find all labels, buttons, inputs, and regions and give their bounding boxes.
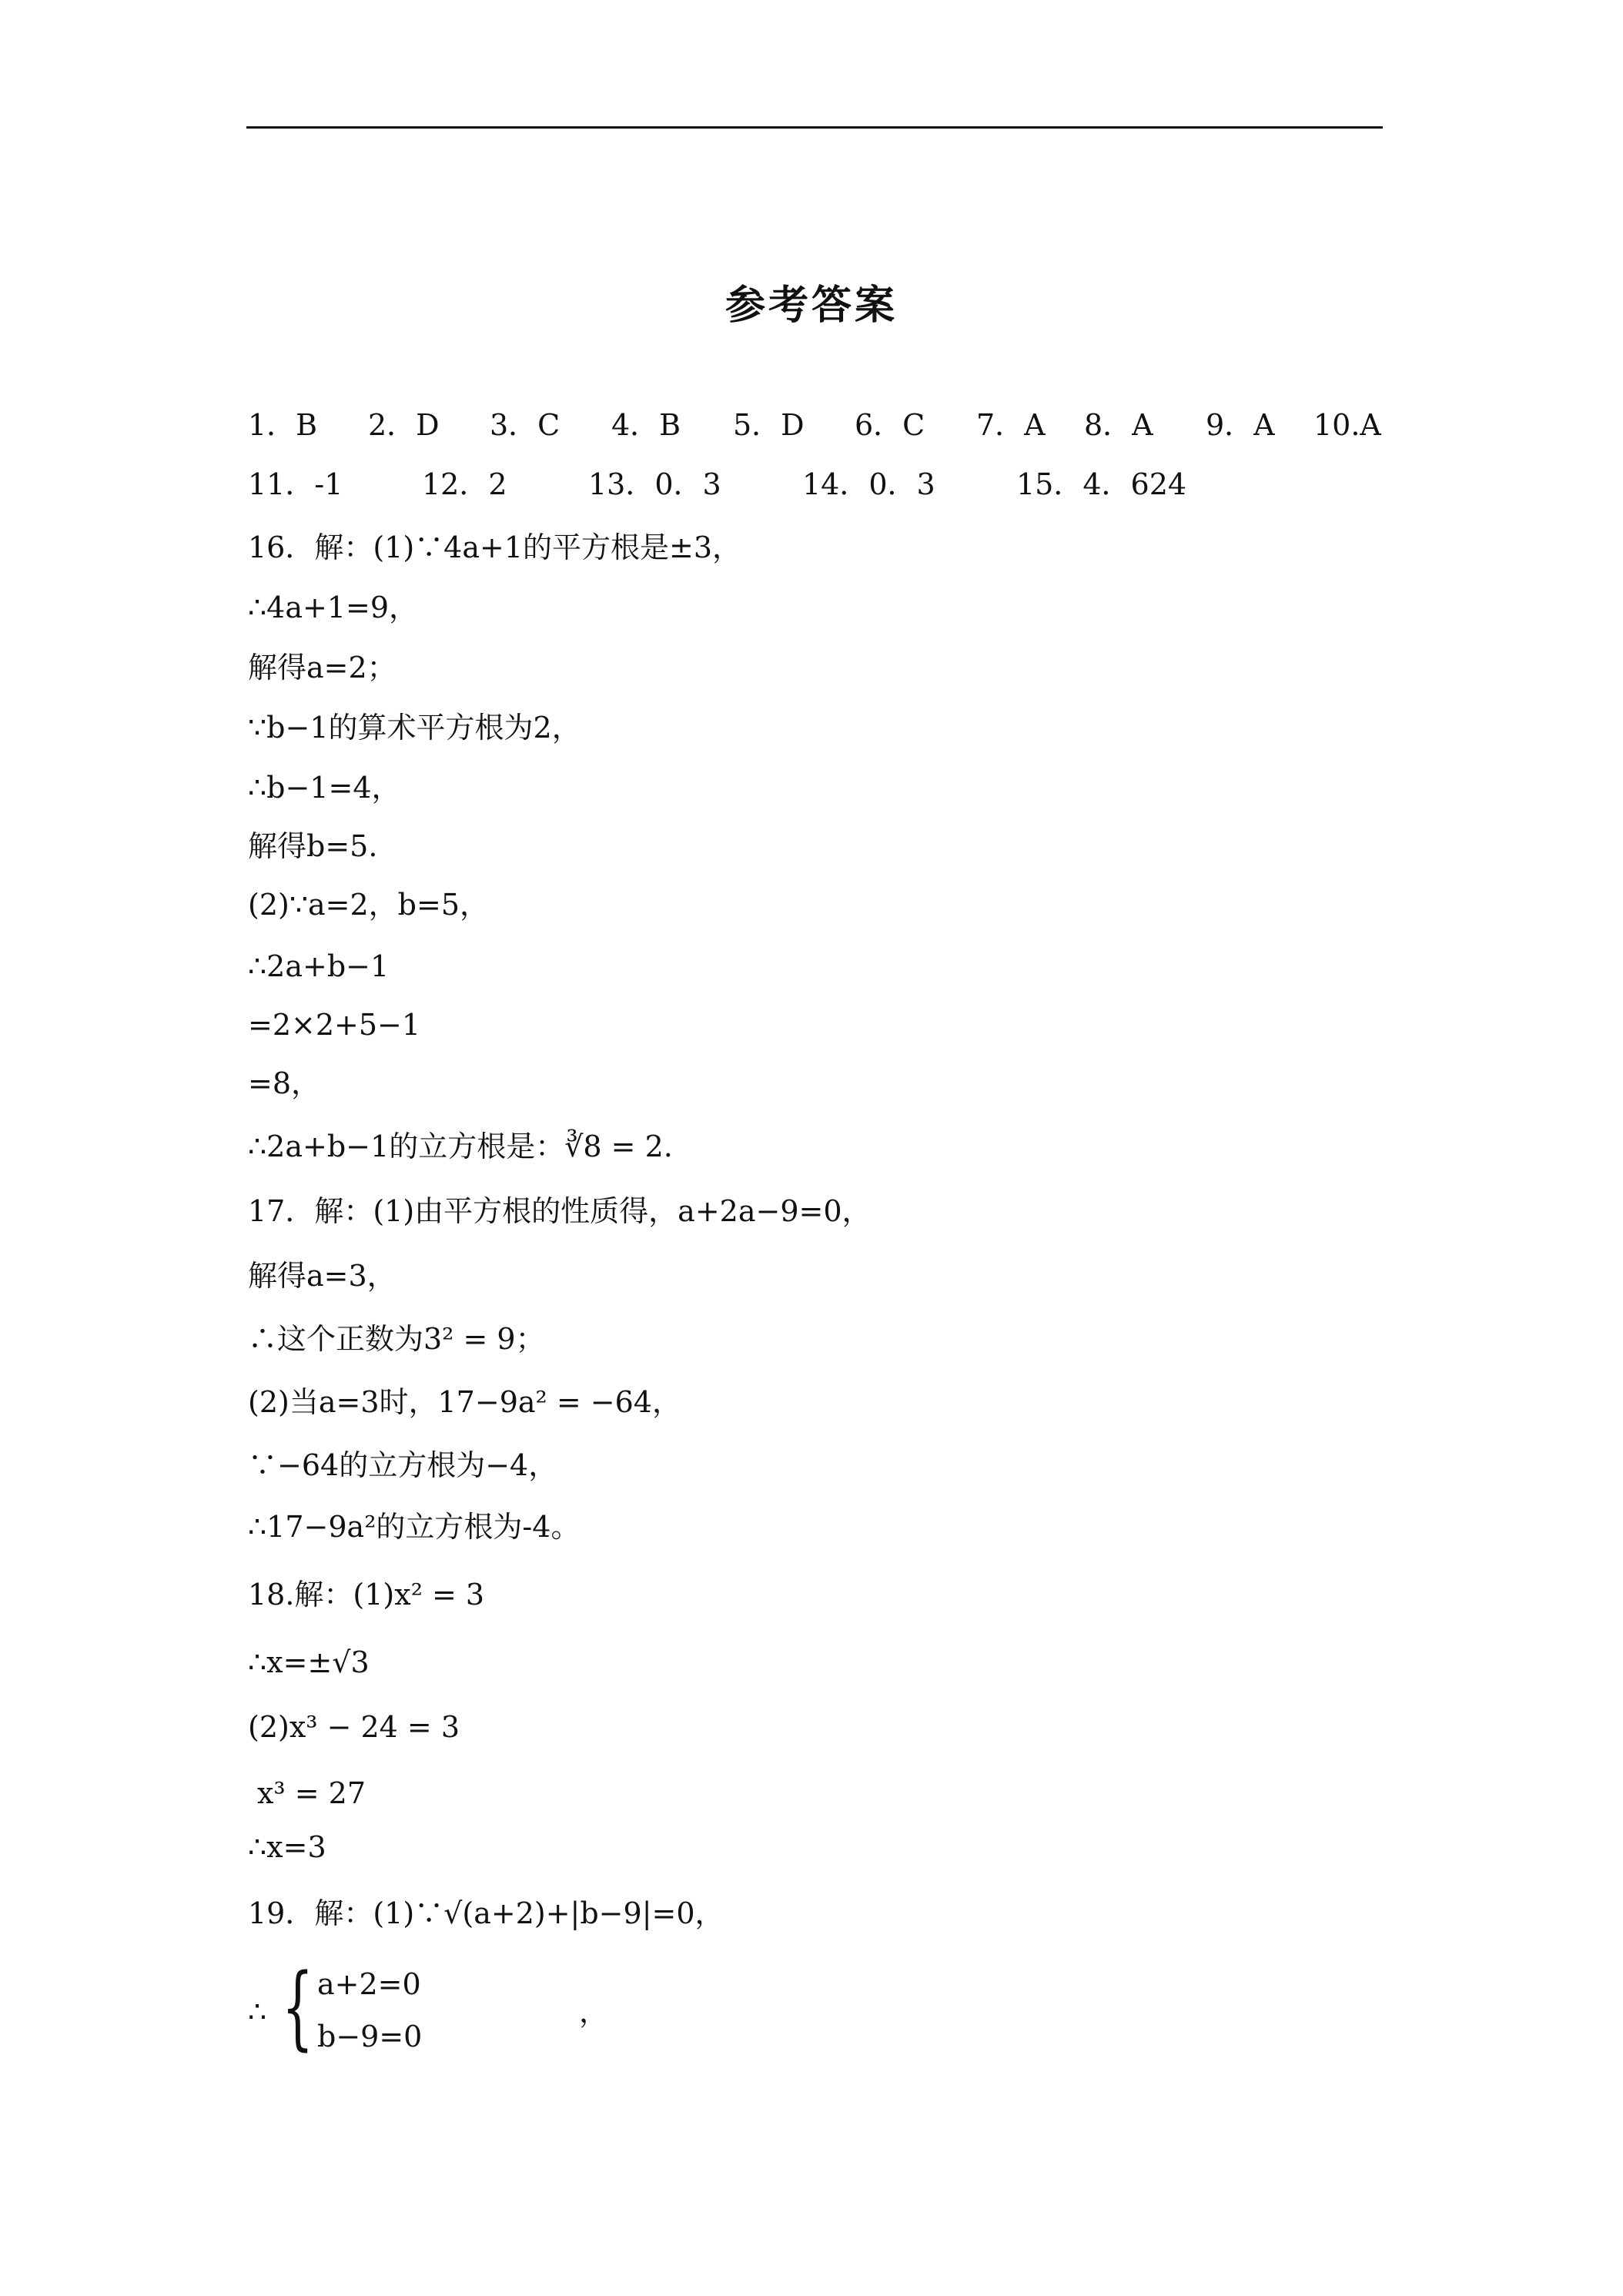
solution-line: x³ = 27 <box>257 1776 366 1810</box>
answer-5: 5．D <box>733 408 805 442</box>
therefore-symbol: ∴ <box>248 1995 267 2029</box>
solution-line: (2)当a=3时，17−9a² = −64， <box>248 1385 681 1419</box>
solution-line: 16．解：(1)∵4a+1的平方根是±3， <box>248 530 742 564</box>
answer-3: 3．C <box>490 408 561 442</box>
solution-line: 19．解：(1)∵√(a+2)+|b−9|=0， <box>248 1896 724 1930</box>
answer-11: 11．-1 <box>248 467 343 501</box>
equation-system <box>248 1953 609 2060</box>
solution-line: ∵b−1的算术平方根为2， <box>248 711 581 745</box>
answer-8: 8．A <box>1084 408 1153 442</box>
solution-line: ∴b−1=4， <box>248 771 401 805</box>
solution-line: ∴4a+1=9， <box>248 591 419 624</box>
system-equation-1: a+2=0 <box>317 1967 421 2001</box>
answer-1: 1．B <box>248 408 318 442</box>
solution-line: ∴2a+b−1的立方根是：∛8 = 2. <box>248 1130 673 1163</box>
solution-line: =2×2+5−1 <box>248 1008 421 1042</box>
system-equation-2: b−9=0 <box>317 2020 423 2053</box>
solution-line: ∴17−9a²的立方根为-4。 <box>248 1510 581 1544</box>
solution-line: 18.解：(1)x² = 3 <box>248 1578 485 1612</box>
answer-10: 10.A <box>1313 408 1381 442</box>
left-brace: { <box>282 1953 314 2060</box>
answer-2: 2．D <box>368 408 440 442</box>
answer-7: 7．A <box>976 408 1046 442</box>
solution-line: ∴2a+b−1 <box>248 949 390 983</box>
solution-line: 17．解：(1)由平方根的性质得，a+2a−9=0， <box>248 1194 872 1228</box>
solution-line: =8， <box>248 1066 321 1100</box>
answer-14: 14．0．3 <box>802 467 935 501</box>
page-title: 参考答案 <box>724 283 898 329</box>
answer-6: 6．C <box>855 408 925 442</box>
answer-9: 9．A <box>1206 408 1275 442</box>
solution-line: ∴这个正数为3² = 9； <box>248 1322 545 1356</box>
solution-line: (2)x³ − 24 = 3 <box>248 1710 460 1744</box>
answer-4: 4．B <box>611 408 681 442</box>
solution-line: (2)∵a=2，b=5， <box>248 888 490 922</box>
header-rule <box>246 126 1383 129</box>
solution-line: ∴x=3 <box>248 1830 326 1864</box>
solution-line: 解得a=2； <box>248 651 397 684</box>
solution-line: 解得a=3， <box>248 1259 397 1293</box>
solution-line: ∵−64的立方根为−4， <box>248 1448 558 1482</box>
solution-line: 解得b=5. <box>248 829 378 863</box>
answer-13: 13．0．3 <box>588 467 721 501</box>
solution-line: ∴x=±√3 <box>248 1645 370 1679</box>
answer-12: 12．2 <box>422 467 507 501</box>
system-comma: ， <box>579 1995 609 2029</box>
answer-15: 15．4．624 <box>1016 467 1187 501</box>
